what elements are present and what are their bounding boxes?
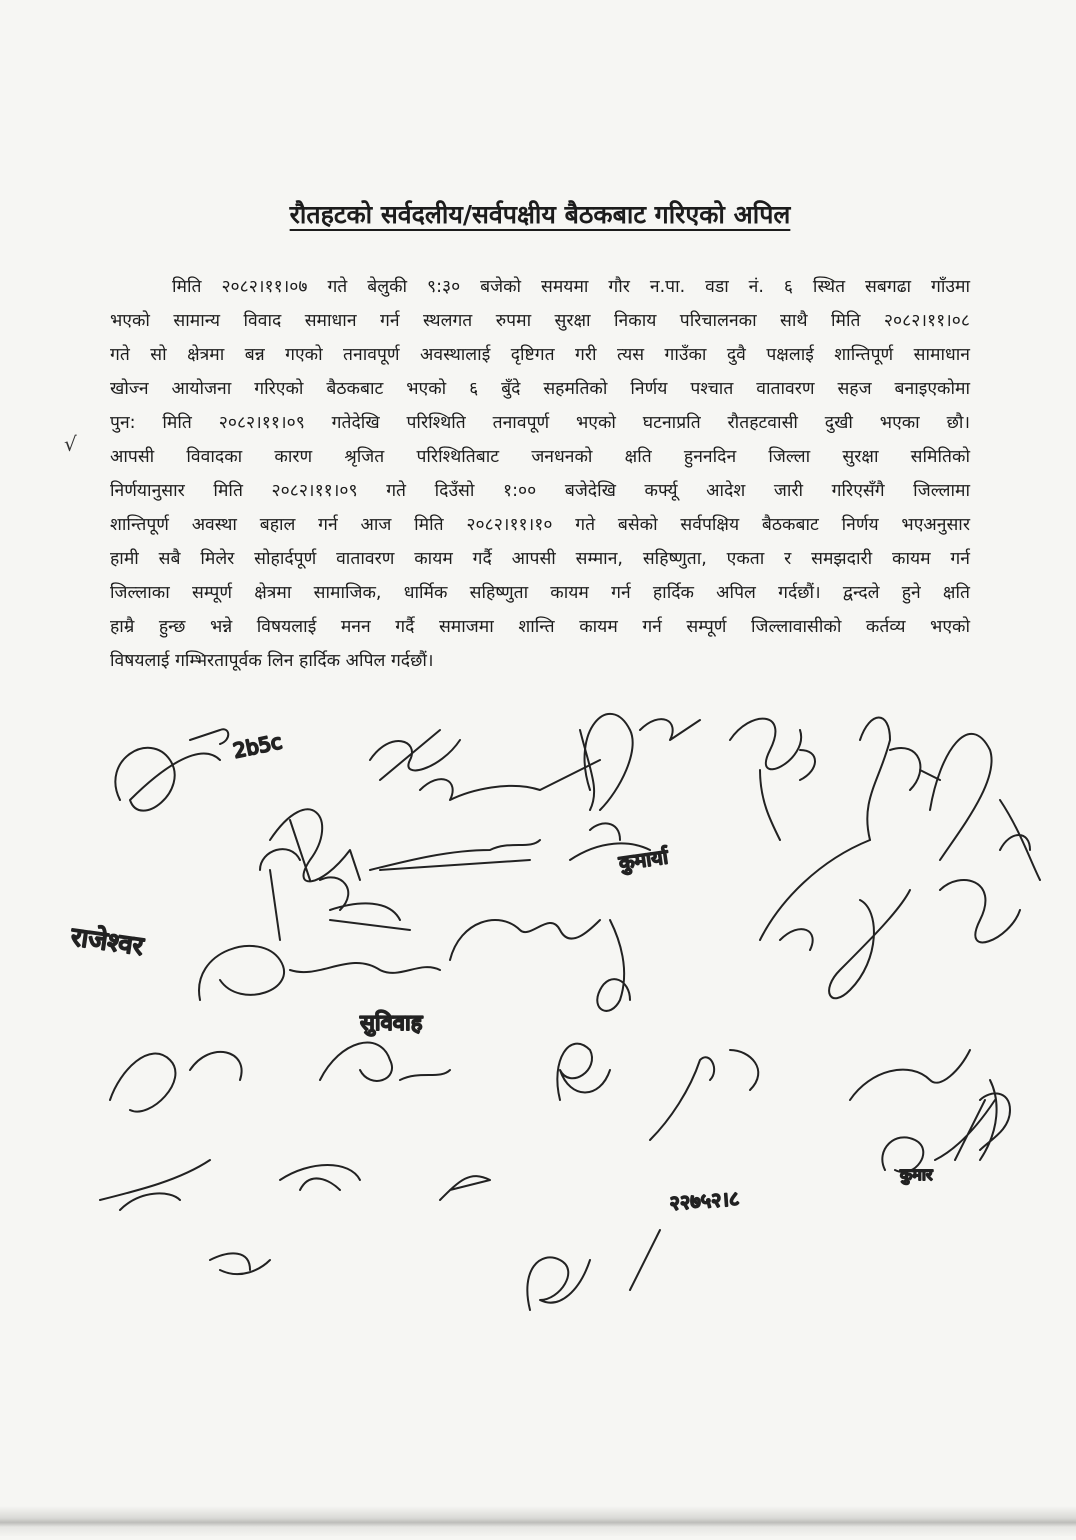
margin-check-mark: √ (64, 432, 77, 456)
signature-label: राजेश्वर (69, 922, 146, 963)
body-line: मिति २०८२।११।०७ गते बेलुकी ९:३० बजेको समयमा गौर न.पा. वडा नं. ६ स्थित सबगढा गाँउमा (172, 277, 970, 297)
body-line: विषयलाई गम्भिरतापूर्वक लिन हार्दिक अपिल गर्दछौं। (110, 651, 434, 671)
signature (450, 920, 600, 960)
signature (370, 840, 540, 870)
signature (860, 718, 940, 841)
signature (199, 946, 440, 1000)
signature-label: सुविवाह (360, 1011, 423, 1036)
signature (829, 890, 910, 998)
signature-label: कुमार्या (617, 844, 670, 875)
signature (930, 734, 1040, 880)
document-title: रौतहटको सर्वदलीय/सर्वपक्षीय बैठकबाट गरिएको अपिल (289, 199, 791, 229)
signature (882, 1100, 995, 1172)
signature (100, 1160, 210, 1210)
scan-edge-strip (0, 1506, 1076, 1536)
body-line: गते सो क्षेत्रमा बन्न गएको तनावपूर्ण अवस्थालाई दृष्टिगत गरी त्यस गाउँका दुवै पक्षलाई शान्तिपूर्ण सामाधान (110, 345, 970, 365)
body-line: भएको सामान्य विवाद समाधान गर्न स्थलगत रुपमा सुरक्षा निकाय परिचालनका साथै मिति २०८२।११।०८ (110, 311, 970, 331)
body-line: शान्तिपूर्ण अवस्था बहाल गर्न आज मिति २०८२।११।१० गते बसेको सर्वपक्षिय बैठकबाट निर्णय भएअनुसार (110, 515, 970, 535)
signature (330, 903, 410, 930)
signature (110, 1052, 242, 1112)
signature-label: २२७५२।८ (668, 1186, 741, 1215)
signature (440, 1176, 490, 1200)
body-line: निर्णयानुसार मिति २०८२।११।०९ गते दिउँसो १:०० बजेदेखि कर्फ्यू आदेश जारी गरिएसँगै जिल्लामा (110, 481, 970, 501)
signature (940, 880, 1020, 942)
signature (420, 730, 600, 810)
signature (270, 809, 360, 881)
body-line: जिल्लाका सम्पूर्ण क्षेत्रमा सामाजिक, धार्मिक सहिष्णुता कायम गर्न हार्दिक अपिल गर्दछौं। द्वन्दले हुने क्षति (110, 583, 970, 603)
signature (650, 1050, 758, 1140)
signature (115, 729, 228, 810)
body-line: खोज्न आयोजना गरिएको बैठकबाट भएको ६ बुँदे सहमतिको निर्णय पश्चात वातावरण सहज बनाइएकोमा (110, 379, 970, 399)
signature (557, 1044, 610, 1100)
signature (730, 719, 815, 840)
signature (280, 1165, 360, 1190)
signature (630, 1230, 660, 1290)
signature (370, 730, 460, 780)
body-line: आपसी विवादका कारण श्रृजित परिश्थितिबाट जनधनको क्षति हुननदिन जिल्ला सुरक्षा समितिको (110, 447, 970, 467)
body-line: हामी सबै मिलेर सोहार्दपूर्ण वातावरण कायम गर्दै आपसी सम्मान, सहिष्णुता, एकता र समझदारी कायम गर्न (110, 549, 970, 569)
signature (585, 714, 700, 810)
signature (597, 920, 630, 1011)
signature (320, 1043, 450, 1081)
body-line: हाम्रै हुन्छ भन्ने विषयलाई मनन गर्दै समाजमा शान्ति कायम गर्न सम्पूर्ण जिल्लावासीको कर्तव्य भएको (110, 617, 970, 637)
signatures-drawing (60, 680, 1050, 1540)
signature-label: 2b5c (231, 729, 285, 763)
body-line: पुन: मिति २०८२।११।०९ गतेदेखि परिश्थिति तनावपूर्ण भएको घटनाप्रति रौतहटवासी दुखी भएका छौ। (110, 413, 970, 433)
signature (210, 1253, 270, 1274)
signature (760, 840, 870, 950)
signature (527, 1257, 590, 1310)
signature-area (60, 680, 1050, 1540)
signature-label: कुमार (900, 1165, 933, 1184)
signature (980, 1080, 1010, 1160)
signature (850, 1050, 970, 1100)
